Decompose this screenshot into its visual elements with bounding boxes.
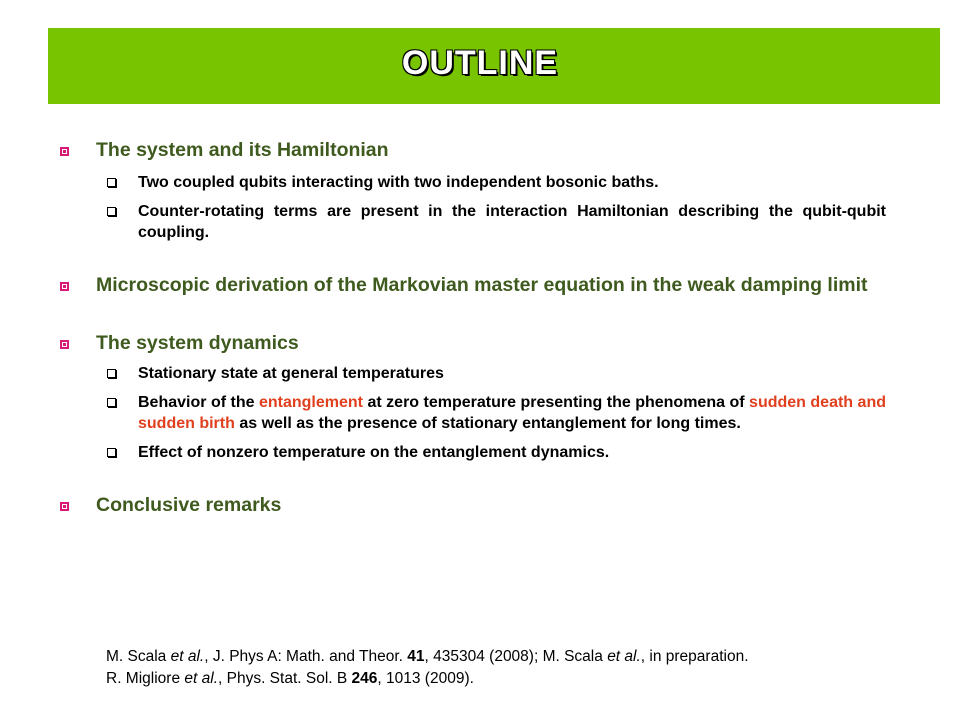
reference-1 bbox=[106, 646, 749, 668]
section-system-dynamics bbox=[60, 331, 886, 355]
ref-volume: 246 bbox=[351, 670, 378, 687]
ref-etal: et al. bbox=[607, 648, 641, 665]
ref-text: R. Migliore bbox=[106, 670, 185, 687]
list-item bbox=[60, 172, 886, 193]
ref-etal: et al. bbox=[170, 648, 205, 665]
highlight-entanglement: entanglement bbox=[258, 394, 363, 411]
square-bullet-icon bbox=[60, 502, 69, 511]
section-heading: Conclusive remarks bbox=[96, 494, 282, 516]
checkbox-bullet-icon bbox=[107, 369, 116, 378]
list-item bbox=[60, 392, 886, 434]
list-item bbox=[60, 363, 886, 384]
ref-text: , J. Phys A: Math. and Theor. bbox=[204, 648, 408, 665]
square-bullet-icon bbox=[60, 147, 69, 156]
reference-2 bbox=[106, 668, 749, 690]
item-text-part: at zero temperature presenting the phenomena of bbox=[363, 394, 750, 411]
list-item bbox=[60, 201, 886, 243]
checkbox-bullet-icon bbox=[107, 178, 116, 187]
section-conclusive-remarks bbox=[60, 493, 886, 517]
square-bullet-icon bbox=[60, 340, 69, 349]
item-text: Two coupled qubits interacting with two independent bosonic baths. bbox=[138, 174, 659, 191]
section-system-hamiltonian bbox=[60, 138, 886, 162]
page-title: OUTLINE bbox=[401, 44, 559, 82]
section-heading: The system and its Hamiltonian bbox=[96, 139, 389, 161]
list-item bbox=[60, 442, 886, 463]
section-heading: Microscopic derivation of the Markovian master equation in the weak damping limit bbox=[96, 274, 868, 296]
outline-list bbox=[60, 138, 886, 517]
references bbox=[106, 646, 749, 690]
ref-text: , 1013 (2009). bbox=[377, 670, 474, 687]
checkbox-bullet-icon bbox=[107, 398, 116, 407]
item-text: Effect of nonzero temperature on the entanglement dynamics. bbox=[138, 444, 610, 461]
ref-text: M. Scala bbox=[106, 648, 171, 665]
ref-etal: et al. bbox=[184, 670, 218, 687]
section-master-equation bbox=[60, 273, 886, 297]
ref-text: , Phys. Stat. Sol. B bbox=[218, 670, 352, 687]
square-bullet-icon bbox=[60, 282, 69, 291]
highlight-sudden-death-birth: sudden death and sudden birth bbox=[138, 394, 886, 432]
ref-volume: 41 bbox=[407, 648, 425, 665]
ref-text: , in preparation. bbox=[640, 648, 749, 665]
checkbox-bullet-icon bbox=[107, 448, 116, 457]
checkbox-bullet-icon bbox=[107, 207, 116, 216]
ref-text: , 435304 (2008); M. Scala bbox=[424, 648, 608, 665]
item-text: Counter-rotating terms are present in the interaction Hamiltonian describing the qubit-qubit coupling. bbox=[138, 203, 886, 241]
item-text-part: Behavior of the bbox=[138, 394, 259, 411]
item-text-part: as well as the presence of stationary entanglement for long times. bbox=[234, 415, 741, 432]
item-text: Stationary state at general temperatures bbox=[138, 365, 444, 382]
section-heading: The system dynamics bbox=[96, 332, 299, 354]
